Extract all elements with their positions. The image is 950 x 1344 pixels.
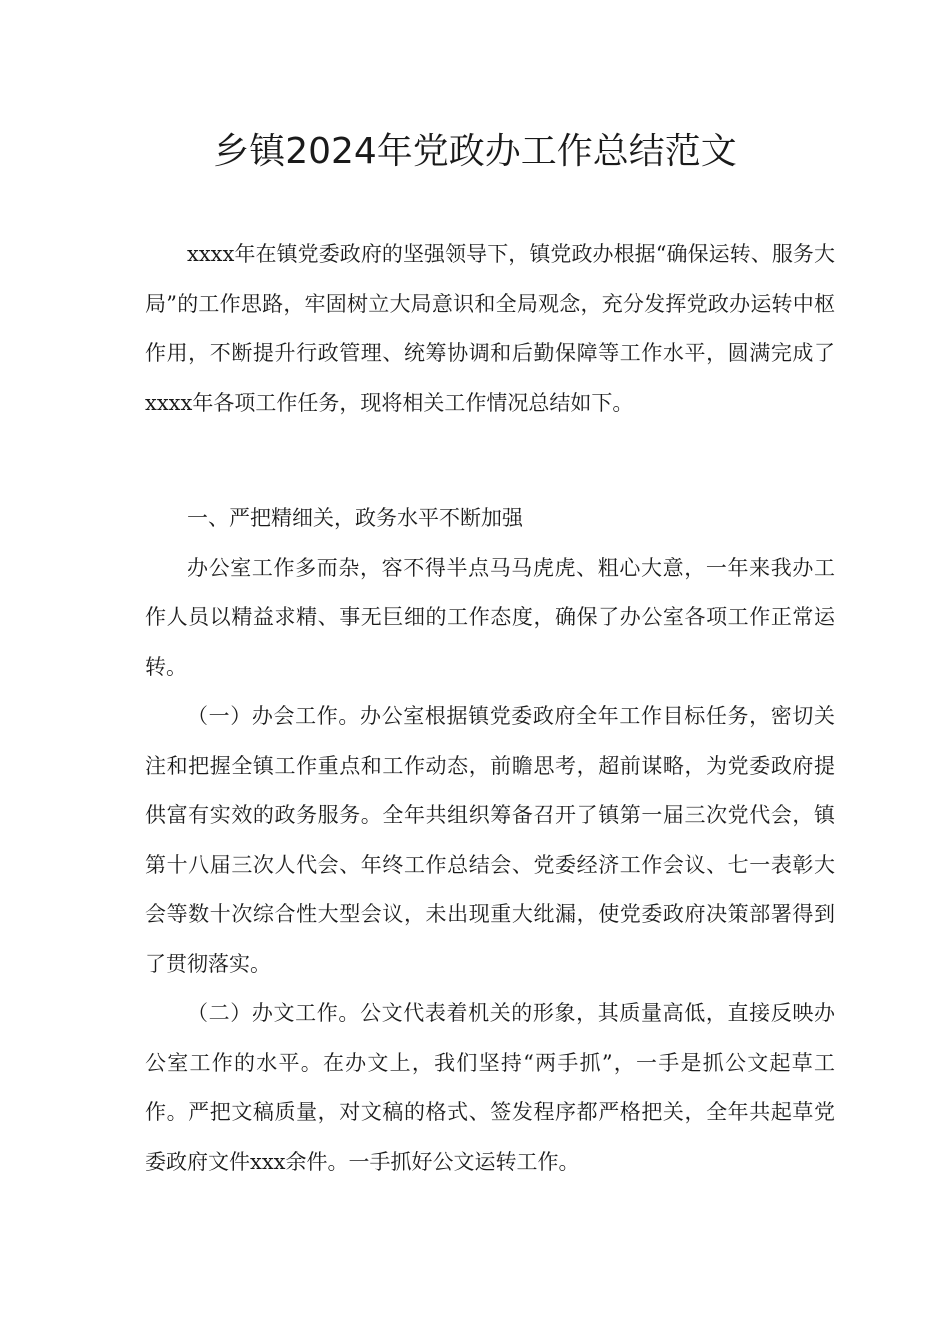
document-title: 乡镇2024年党政办工作总结范文 <box>213 131 737 172</box>
item-documents-paragraph: （二）办文工作。公文代表着机关的形象，其质量高低，直接反映办公室工作的水平。在办文上，我们坚持“两手抓”，一手是抓公文起草工作。严把文稿质量，对文稿的格式、签发程序都严格把关，全年共起草党委政府文件xxx余件。一手抓好公文运转工作。 <box>145 1001 835 1174</box>
document-body <box>145 230 835 1187</box>
section-spacer <box>145 428 835 494</box>
section-heading: 一、严把精细关，政务水平不断加强 <box>187 506 523 530</box>
intro-paragraph: xxxx年在镇党委政府的坚强领导下，镇党政办根据“确保运转、服务大局”的工作思路，牢固树立大局意识和全局观念，充分发挥党政办运转中枢作用，不断提升行政管理、统筹协调和后勤保障等工作水平，圆满完成了xxxx年各项工作任务，现将相关工作情况总结如下。 <box>145 242 835 415</box>
item-meetings-paragraph: （一）办会工作。办公室根据镇党委政府全年工作目标任务，密切关注和把握全镇工作重点和工作动态，前瞻思考，超前谋略，为党委政府提供富有实效的政务服务。全年共组织筹备召开了镇第一届三次党代会，镇第十八届三次人代会、年终工作总结会、党委经济工作会议、七一表彰大会等数十次综合性大型会议，未出现重大纰漏，使党委政府决策部署得到了贯彻落实。 <box>145 704 835 976</box>
section-paragraph: 办公室工作多而杂，容不得半点马马虎虎、粗心大意，一年来我办工作人员以精益求精、事无巨细的工作态度，确保了办公室各项工作正常运转。 <box>145 555 835 679</box>
